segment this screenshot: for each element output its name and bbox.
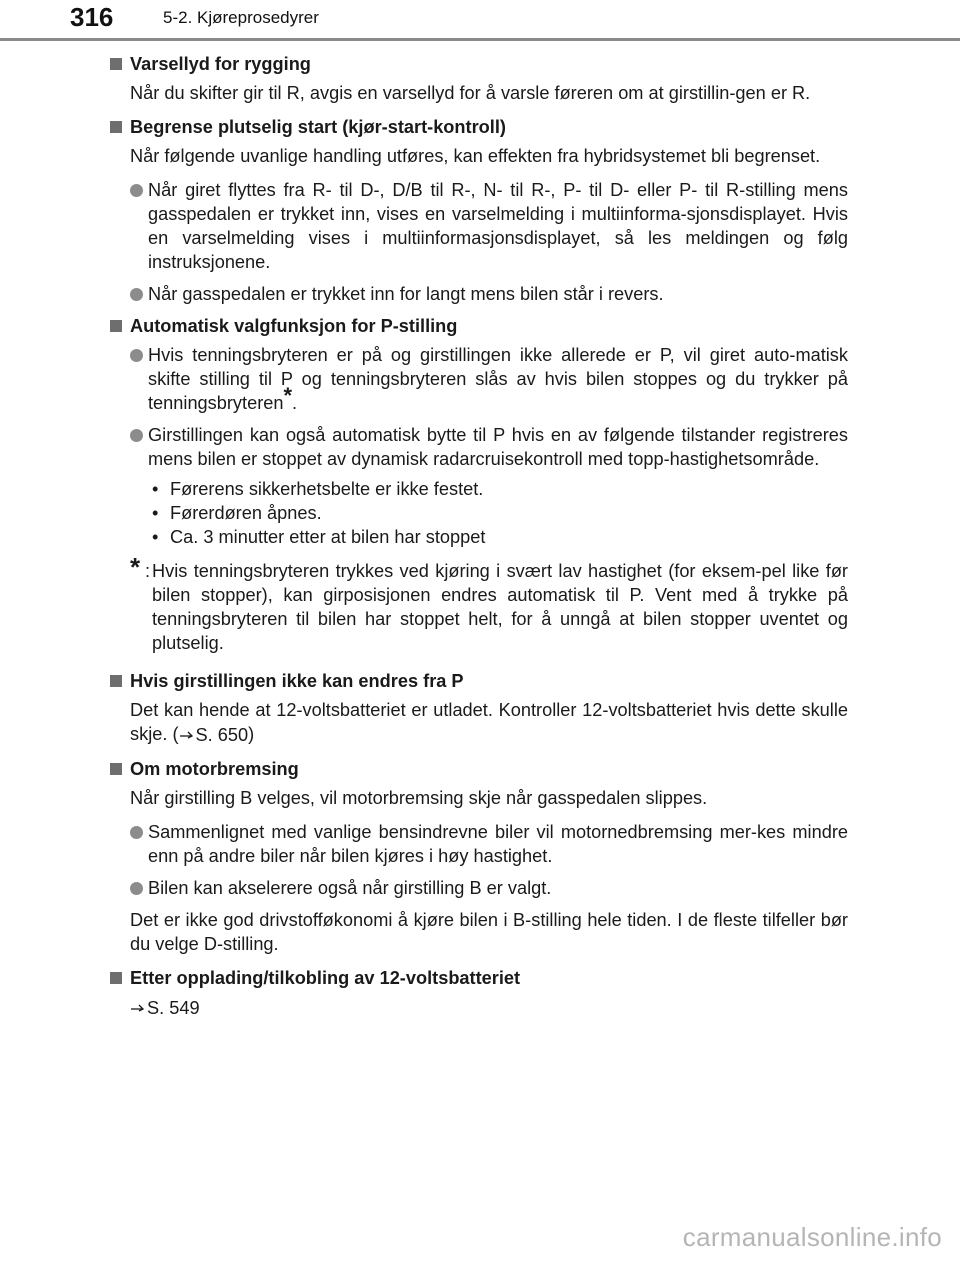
list-item-text: Sammenlignet med vanlige bensindrevne biler vil motornedbremsing mer-kes mindre enn på andre biler når bilen kjøres i høy hastighet. [148,822,848,866]
sub-bullet-marker: • [152,503,159,523]
list-item-text: Hvis tenningsbryteren er på og girstillingen ikke allerede er P, vil giret auto-matisk skifte stilling til P og tenningsbryteren slås av hvis bilen stoppes og du trykker på tenningsbryteren [148,345,848,413]
circle-bullet-icon [130,184,143,197]
footnote-colon: : [145,561,151,581]
list-item [108,876,848,900]
paragraph: Når girstilling B velges, vil motorbremsing skje når gasspedalen slippes. [130,788,708,808]
square-bullet-icon [110,121,122,133]
arrow-right-icon [179,730,195,740]
list-item [108,423,848,471]
footnote-marker: * [283,383,293,408]
list-item [108,820,848,868]
circle-bullet-icon [130,349,143,362]
sub-bullet-marker: • [152,479,159,499]
list-item [108,178,848,274]
paragraph-text-end: ) [248,724,255,744]
circle-bullet-icon [130,826,143,839]
watermark: carmanualsonline.info [682,1222,942,1252]
page-number: 316 [70,2,114,32]
circle-bullet-icon [130,288,143,301]
page-reference-link[interactable] [179,723,249,747]
chapter-title: 5-2. Kjøreprosedyrer [163,8,319,27]
square-bullet-icon [110,763,122,775]
arrow-right-icon [130,1003,146,1013]
section-title: Begrense plutselig start (kjør-start-kontroll) [130,117,506,137]
square-bullet-icon [110,972,122,984]
sub-list-item [108,477,848,501]
section-heading [108,757,848,781]
list-item-text: Girstillingen kan også automatisk bytte til P hvis en av følgende tilstander registreres mens bilen er stoppet av dynamisk radarcruisekontroll med topp-hastighetsområde. [148,425,848,469]
section-battery-recharge [108,966,848,1020]
circle-bullet-icon [130,882,143,895]
footnote-text: Hvis tenningsbryteren trykkes ved kjøring i svært lav hastighet (for eksem-pel like før bilen stopper), kan girposisjonen endres automatisk til P. Vent med å trykke på tenningsbryteren til bilen har stoppet helt, for å unngå at bilen stopper uventet og plutselig. [152,561,848,653]
section-heading [108,52,848,76]
square-bullet-icon [110,58,122,70]
section-title: Automatisk valgfunksjon for P-stilling [130,316,458,336]
sub-list-item [108,501,848,525]
square-bullet-icon [110,675,122,687]
list-item-text: Når giret flyttes fra R- til D-, D/B til R-, N- til R-, P- til D- eller P- til R-stilling mens gasspedalen er trykket inn, vises en varselmelding i multiinforma-sjonsdisplayet. Hvis en varselmelding vises i multiinformasjonsdisplayet, så les meldingen og følg instruksjonene. [148,180,848,272]
header-divider [0,38,960,41]
section-title: Om motorbremsing [130,759,299,779]
section-auto-p-position [108,314,848,655]
paragraph: Når du skifter gir til R, avgis en varsellyd for å varsle føreren om at girstillin-gen er R. [130,83,811,103]
section-heading [108,314,848,338]
footnote [108,552,848,655]
page-reference-link[interactable] [130,996,200,1020]
section-reverse-warning [108,52,848,105]
square-bullet-icon [110,320,122,332]
paragraph-text: Det kan hende at 12-voltsbatteriet er utladet. Kontroller 12-voltsbatteriet hvis dette skulle skje. ( [130,700,848,744]
paragraph [108,995,848,1020]
section-engine-braking [108,757,848,956]
section-gear-stuck-in-p [108,669,848,747]
section-drive-start-control [108,115,848,306]
sub-list-item [108,525,848,549]
page-content [108,52,848,1030]
paragraph: Når følgende uvanlige handling utføres, kan effekten fra hybridsystemet bli begrenset. [130,146,821,166]
list-item-text: Bilen kan akselerere også når girstilling B er valgt. [148,878,552,898]
paragraph [108,698,848,747]
sub-bullet-marker: • [152,527,159,547]
list-item [108,343,848,415]
circle-bullet-icon [130,429,143,442]
page-header [0,0,960,40]
section-heading [108,669,848,693]
sub-list-item-text: Førerens sikkerhetsbelte er ikke festet. [170,479,484,499]
page-reference: S. 549 [147,998,200,1018]
footnote-star: * [130,552,141,582]
section-heading [108,115,848,139]
section-title: Hvis girstillingen ikke kan endres fra P [130,671,464,691]
sub-list-item-text: Ca. 3 minutter etter at bilen har stoppet [170,527,486,547]
sub-list [108,477,848,549]
section-title: Varsellyd for rygging [130,54,311,74]
sub-list-item-text: Førerdøren åpnes. [170,503,322,523]
list-item-text: Når gasspedalen er trykket inn for langt mens bilen står i revers. [148,284,664,304]
page-reference: S. 650 [195,725,249,745]
section-title: Etter opplading/tilkobling av 12-voltsbatteriet [130,968,521,988]
list-item [108,282,848,306]
list-item-end: . [292,393,298,413]
paragraph: Det er ikke god drivstofføkonomi å kjøre bilen i B-stilling hele tiden. I de fleste tilfeller bør du velge D-stilling. [130,910,848,954]
section-heading [108,966,848,990]
